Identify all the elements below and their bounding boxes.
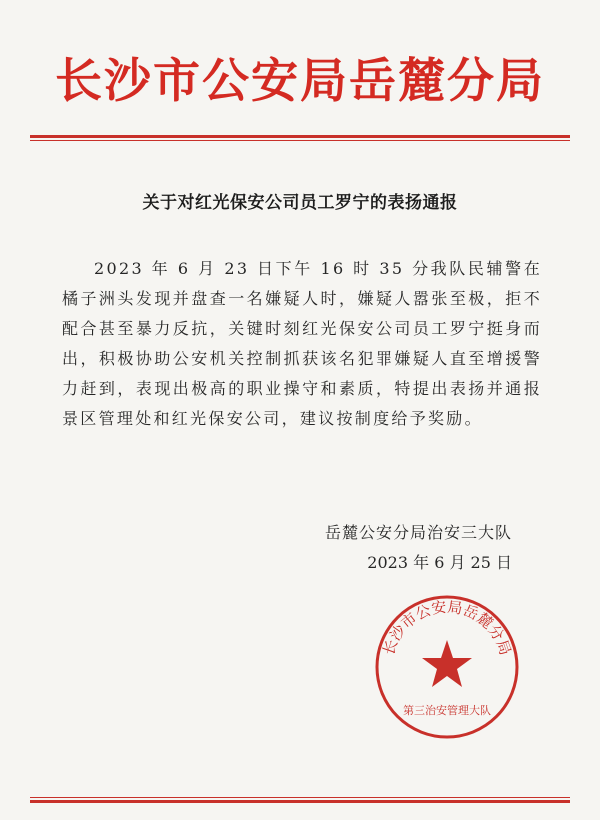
seal-inner-text: 第三治安管理大队 [403,704,491,717]
star-icon [422,640,472,687]
signature-date: 2023 年 6 月 25 日 [367,553,512,572]
seal-outer-text: 长沙市公安局岳麓分局 [379,597,515,658]
signature-unit: 岳麓公安分局治安三大队 [324,523,512,542]
document-title: 关于对红光保安公司员工罗宁的表扬通报 [142,193,458,213]
document-body: 2023 年 6 月 23 日下午 16 时 35 分我队民辅警在橘子洲头发现并盘查一名嫌疑人时，嫌疑人嚣张至极，拒不配合甚至暴力反抗，关键时刻红光保安公司员工罗宁挺身而出，积极协助公安机关控制抓获该名犯罪嫌疑人直至增援警力赶到，表现出极高的职业操守和素质，特提出表扬并通报景区管理处和红光保安公司，建议按制度给予奖励。 [62,259,542,428]
letterhead-title: 长沙市公安局岳麓分局 [55,54,545,109]
header-divider [30,135,570,141]
footer-divider [30,797,570,803]
official-seal [372,592,522,742]
